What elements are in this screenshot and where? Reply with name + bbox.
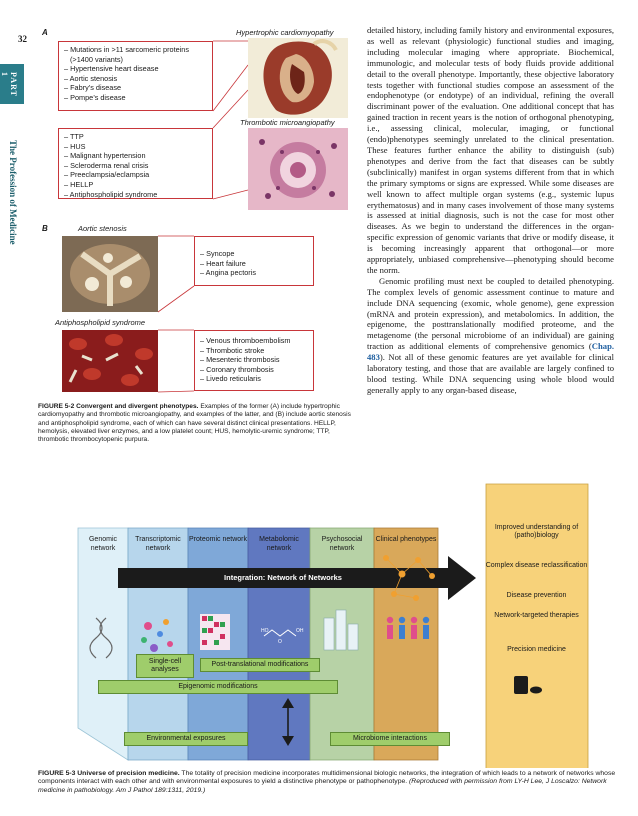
tma-causes-list bbox=[58, 128, 213, 199]
outcome-item: Precision medicine bbox=[507, 646, 566, 653]
column-label: Genomic network bbox=[88, 536, 117, 552]
hcm-causes-list bbox=[58, 41, 213, 111]
outcome-item: Improved understanding of (patho)biology bbox=[494, 524, 579, 540]
column-label: Psychosocial network bbox=[321, 536, 363, 552]
list-item: – TTP bbox=[64, 132, 84, 141]
as-presentations-list bbox=[194, 236, 314, 286]
metabolite-label-ho: HO bbox=[261, 628, 269, 634]
figure-5-3-caption bbox=[38, 770, 622, 795]
list-item: – Angina pectoris bbox=[200, 268, 256, 278]
paragraph bbox=[367, 276, 614, 396]
list-item: – Syncope bbox=[200, 249, 235, 258]
tma-title: Thrombotic microangiopathy bbox=[240, 118, 335, 127]
column-label: Clinical phenotypes bbox=[375, 536, 437, 543]
metabolite-label-oh: OH bbox=[296, 628, 304, 634]
hcm-title: Hypertrophic cardiomyopathy bbox=[236, 28, 334, 37]
list-item: – Fabry’s disease bbox=[64, 83, 122, 93]
metabolite-label-o: O bbox=[278, 639, 282, 645]
column-psychosocial bbox=[310, 528, 374, 760]
outcome-item: Complex disease reclassification bbox=[485, 562, 588, 569]
caption-text: The totality of precision medicine incorporates multidimensional biologic networks, the integration of which leads to a network of networks whose components interact with each other and with environmental exposures to yield a distinctive phenotype or pathophenotype. bbox=[38, 770, 616, 786]
aps-title: Antiphospholipid syndrome bbox=[55, 318, 146, 327]
chapter-link[interactable]: Chap. 483 bbox=[367, 341, 614, 363]
as-title: Aortic stenosis bbox=[78, 224, 127, 233]
paragraph-text: Genomic profiling must next be coupled to detailed phenotyping. The complex levels of genomic assessment continue to mature and include DNA sequencing (exomic, whole genome), gene expression (mRNA and protein expression), and metabolomics. In addition, the epigenome, the posttranslationally modified proteome, and the metagenome (the personal microbiome of an individual) are gaining traction as additional elements of comprehensive genomics ( bbox=[367, 275, 614, 352]
list-item: – Malignant hypertension bbox=[64, 151, 146, 161]
list-item: – HELLP bbox=[64, 179, 94, 189]
list-item: – Thrombotic stroke bbox=[200, 345, 265, 355]
paragraph-text: ). Not all of these genomic features are yet available for clinical laboratory testing, and those that are available are largely confined to blood testing. While DNA sequencing using whole blood would generally apply to any organ-based disease, bbox=[367, 352, 614, 395]
caption-label: FIGURE 5-2 Convergent and divergent phenotypes. bbox=[38, 403, 199, 410]
environmental-bar: Environmental exposures bbox=[124, 732, 248, 746]
single-cell-bar: Single-cell analyses bbox=[136, 654, 194, 678]
list-item: – Coronary thrombosis bbox=[200, 364, 274, 374]
column-genomic bbox=[78, 528, 128, 760]
epigenomic-bar: Epigenomic modifications bbox=[98, 680, 338, 694]
list-item: – Preeclampsia/eclampsia bbox=[64, 170, 150, 180]
panel-a-label: A bbox=[42, 28, 48, 37]
column-proteomic bbox=[188, 528, 248, 760]
panel-b-label: B bbox=[42, 224, 48, 233]
column-label: Proteomic network bbox=[189, 536, 247, 543]
list-item: – Aortic stenosis bbox=[64, 73, 118, 83]
list-item: – Scleroderma renal crisis bbox=[64, 160, 149, 170]
tma-histology-image bbox=[248, 128, 348, 210]
caption-text: Examples of the former (A) include hypertrophic cardiomyopathy and thrombotic microangiopathy, and examples of the latter, and (B) include aortic stenosis and antiphospholipid syndrome, each of which can have several distinct clinical presentations. HELLP, hemolysis, elevated liver enzymes, and a low platelet count; HUS, hemolytic-uremic syndrome; TTP, thrombotic thrombocytopenic purpura. bbox=[38, 403, 351, 444]
list-item: – Pompe’s disease bbox=[64, 92, 126, 102]
outcome-item: Disease prevention bbox=[506, 592, 567, 599]
microbiome-bar: Microbiome interactions bbox=[330, 732, 450, 746]
list-item: – HUS bbox=[64, 141, 86, 151]
aps-blood-image bbox=[62, 330, 158, 392]
column-clinical bbox=[374, 528, 438, 760]
aortic-valve-image bbox=[62, 236, 158, 312]
caption-label: FIGURE 5-3 Universe of precision medicine. bbox=[38, 770, 180, 777]
column-transcriptomic bbox=[128, 528, 188, 760]
list-item: – Venous thromboembolism bbox=[200, 336, 291, 345]
part-label: PART 1 bbox=[0, 72, 18, 97]
column-label: Transcriptomic network bbox=[135, 536, 181, 552]
part-title: The Profession of Medicine bbox=[8, 140, 18, 245]
figure-5-3 bbox=[38, 478, 618, 806]
body-text-column bbox=[367, 25, 614, 396]
paragraph: detailed history, including family history and environmental exposures, as well as relevant (physiologic) functional studies and imaging, including molecular imaging where appropriate. Biochemical, immunologic, and molecular tests of body fluids provide additional detail to the overall phenotype. Importantly, these objective laboratory tests together with functional studies compose an assessment of the endophenotype (or endotype) of an individual, refining the overall discriminant power of the evaluation. One additional concept that has gained traction in recent years is the notion of orthogonal phenotyping, i.e., assessing clinical, molecular, imaging, or functional (endo)phenotypes seemingly unrelated to the clinical presentation. These features further enhance the ability to distinguish (sub) phenotypes and derive from the fact that diseases can be subtly (subclinically) manifest in organ systems different from that in which the primary symptoms or signs are expressed. While some diseases are well known to affect multiple organ systems (e.g., systemic lupus erythematosus) and in many cases involvement of those many systems is assessed at initial diagnosis, such is not the case for most other diseases. As we begin to understand the differences in the organ-specific expression of genomic variants that drive or modify disease, it is becoming increasingly apparent that orthogonal—or more appropriately, unbiased comprehensive—phenotyping should become the norm. bbox=[367, 25, 614, 275]
caption-credit: (Reproduced with permission from LY-H Lee, J Loscalzo: Network medicine in pathobiology. Am J Pathol 189:1311, 2019.) bbox=[38, 778, 607, 794]
list-item: – Hypertensive heart disease bbox=[64, 64, 159, 74]
aps-presentations-list bbox=[194, 330, 314, 391]
page-number: 32 bbox=[18, 34, 27, 44]
list-item: – Mesenteric thrombosis bbox=[200, 355, 280, 365]
outcome-item: Network-targeted therapies bbox=[494, 612, 579, 619]
ptm-bar: Post-translational modifications bbox=[200, 658, 320, 672]
list-item: – Antiphospholipid syndrome bbox=[64, 189, 158, 199]
hcm-heart-image bbox=[248, 38, 348, 118]
column-label: Metabolomic network bbox=[259, 536, 299, 552]
list-item: – Livedo reticularis bbox=[200, 374, 261, 384]
list-item: (>1400 variants) bbox=[70, 54, 123, 64]
list-item: – Mutations in >11 sarcomeric proteins bbox=[64, 45, 189, 54]
integration-label: Integration: Network of Networks bbox=[224, 573, 342, 582]
list-item: – Heart failure bbox=[200, 258, 246, 268]
figure-5-2-caption bbox=[38, 403, 358, 444]
